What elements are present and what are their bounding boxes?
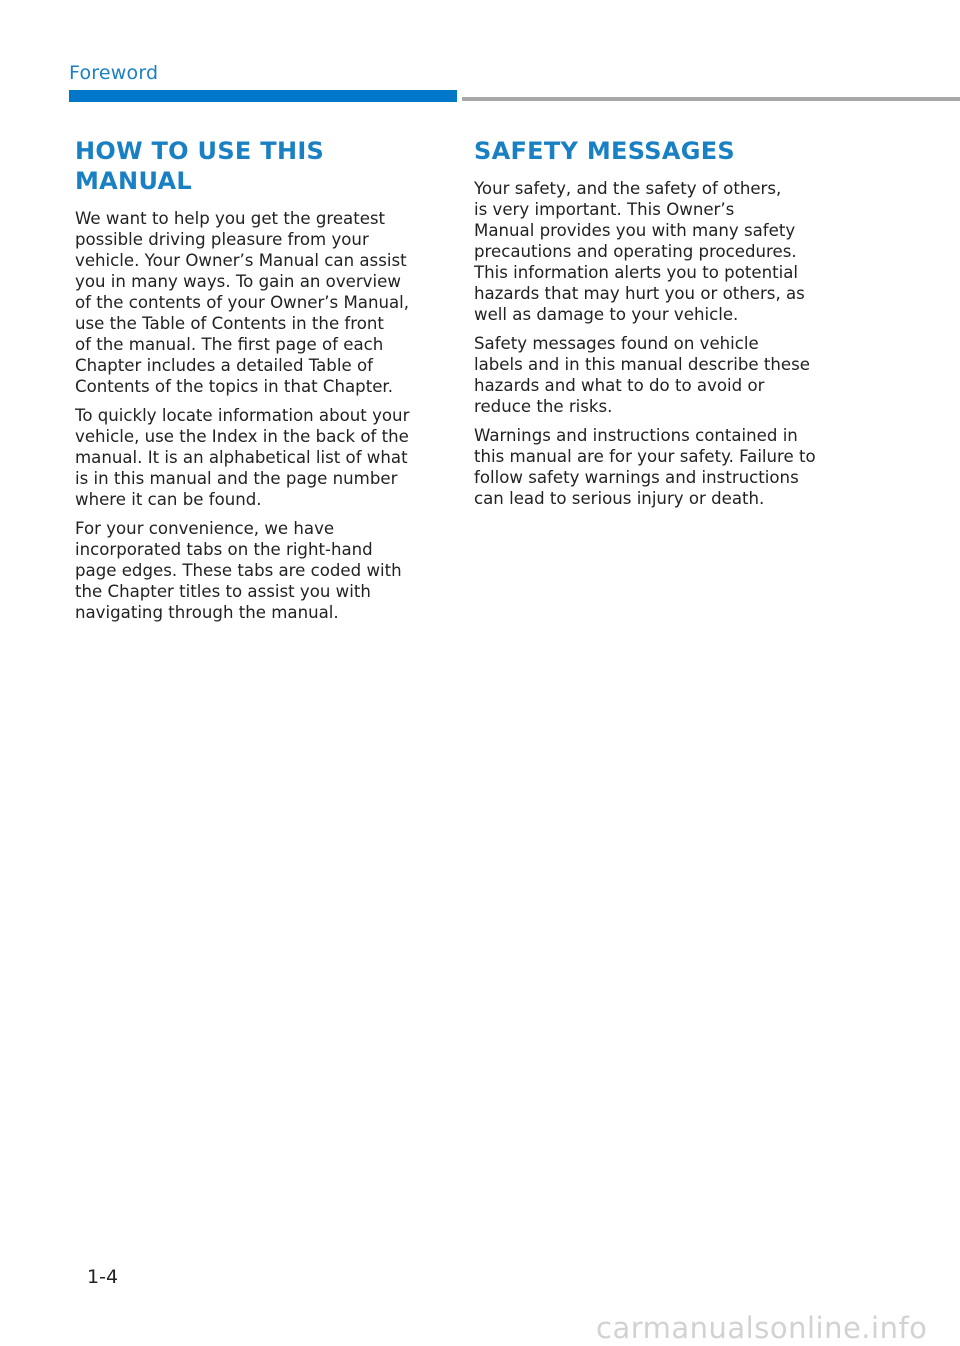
- how-to-use-paragraph-1: We want to help you get the greatest possible driving pleasure from your vehicle. Your Owner’s Manual can assist you in many ways. To gain an overview of the contents of your Owner’s Manual, use the Table of Contents in the front of the manual. The first page of each Chapter includes a detailed Table of Contents of the topics in that Chapter.: [75, 209, 410, 396]
- how-to-use-paragraph-2: To quickly locate information about your vehicle, use the Index in the back of the manual. It is an alphabetical list of what is in this manual and the page number where it can be found.: [75, 406, 410, 509]
- header-rule-gray: [462, 97, 960, 101]
- header-rule-blue: [69, 90, 457, 102]
- safety-paragraph-1: Your safety, and the safety of others, is very important. This Owner’s Manual provides you with many safety precautions and operating procedures. This information alerts you to potential hazards that may hurt you or others, as well as damage to your vehicle.: [474, 179, 805, 324]
- safety-messages-heading: SAFETY MESSAGES: [474, 137, 735, 165]
- how-to-use-heading: HOW TO USE THIS MANUAL: [75, 137, 325, 195]
- how-to-use-paragraph-3: For your convenience, we have incorporated tabs on the right-hand page edges. These tabs are coded with the Chapter titles to assist you with navigating through the manual.: [75, 519, 402, 622]
- page-number: 1-4: [87, 1266, 119, 1288]
- left-column: [75, 136, 435, 631]
- safety-paragraph-2: Safety messages found on vehicle labels and in this manual describe these hazards and what to do to avoid or reduce the risks.: [474, 334, 810, 416]
- right-column: [474, 136, 834, 517]
- section-label: Foreword: [69, 62, 159, 84]
- watermark: carmanualsonline.info: [596, 1311, 928, 1345]
- safety-paragraph-3: Warnings and instructions contained in this manual are for your safety. Failure to follow safety warnings and instructions can lead to serious injury or death.: [474, 426, 816, 508]
